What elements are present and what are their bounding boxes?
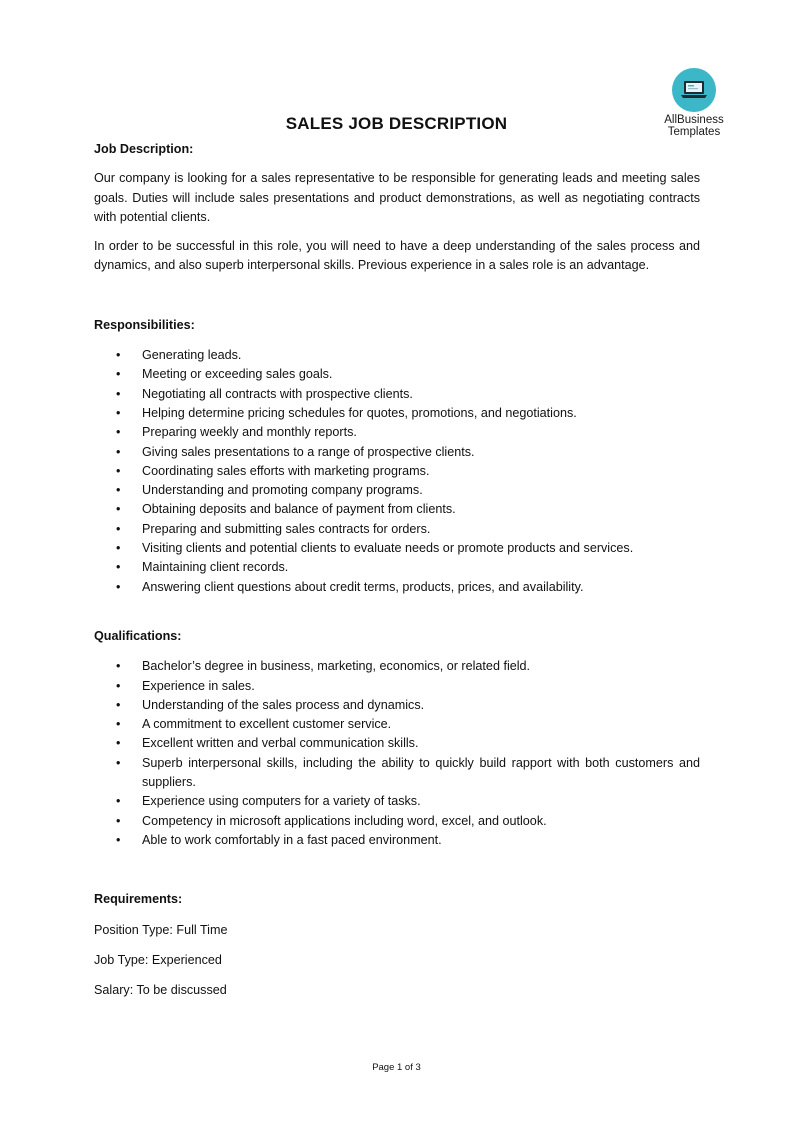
document-body (94, 140, 700, 1000)
list-item-text: A commitment to excellent customer service. (142, 717, 392, 732)
list-item-text: Negotiating all contracts with prospective clients. (142, 386, 413, 401)
logo-line-1: AllBusiness (664, 114, 724, 126)
bullet: • (116, 425, 121, 440)
list-item (94, 677, 700, 696)
bullet: • (116, 502, 121, 517)
bullet: • (116, 755, 121, 770)
page-number: Page 1 of 3 (372, 1062, 421, 1073)
list-item (94, 385, 700, 404)
list-item-text: Maintaining client records. (142, 560, 289, 575)
bullet: • (116, 405, 121, 420)
list-item (94, 812, 700, 831)
bullet: • (116, 483, 121, 498)
bullet: • (116, 736, 121, 751)
job-type: Job Type: Experienced (94, 952, 222, 967)
bullet: • (116, 367, 121, 382)
list-item (94, 578, 700, 597)
responsibilities-list (94, 346, 700, 597)
qualifications-list (94, 657, 700, 850)
bullet: • (116, 678, 121, 693)
list-item-text: Giving sales presentations to a range of prospective clients. (142, 444, 475, 459)
list-item (94, 346, 700, 365)
list-item-text: Understanding of the sales process and dynamics. (142, 697, 425, 712)
laptop-icon (672, 68, 716, 112)
list-item (94, 657, 700, 676)
list-item (94, 423, 700, 442)
bullet: • (116, 560, 121, 575)
list-item (94, 365, 700, 384)
list-item-text: Able to work comfortably in a fast paced environment. (142, 832, 442, 847)
qualifications-heading: Qualifications: (94, 628, 182, 643)
list-item-text: Bachelor’s degree in business, marketing, economics, or related field. (142, 659, 531, 674)
bullet: • (116, 444, 121, 459)
bullet: • (116, 579, 121, 594)
responsibilities-heading: Responsibilities: (94, 317, 195, 332)
job-description-heading: Job Description: (94, 142, 194, 156)
list-item (94, 481, 700, 500)
list-item (94, 754, 700, 793)
bullet: • (116, 521, 121, 536)
logo-line-2: Templates (667, 126, 721, 138)
bullet: • (116, 463, 121, 478)
list-item (94, 715, 700, 734)
list-item (94, 792, 700, 811)
list-item (94, 500, 700, 519)
list-item (94, 462, 700, 481)
list-item-text: Excellent written and verbal communication skills. (142, 736, 419, 751)
bullet: • (116, 541, 121, 556)
list-item-text: Understanding and promoting company programs. (142, 483, 423, 498)
bullet: • (116, 832, 121, 847)
list-item (94, 831, 700, 850)
bullet: • (116, 813, 121, 828)
job-description-paragraph: Our company is looking for a sales representative to be responsible for generating leads and meeting sales goals. Duties will include sales presentations and product demonstrations, as well as negotiating contracts with potential clients. (94, 171, 700, 224)
list-item-text: Experience using computers for a variety of tasks. (142, 794, 421, 809)
bullet: • (116, 697, 121, 712)
list-item-text: Generating leads. (142, 348, 242, 363)
list-item-text: Visiting clients and potential clients to evaluate needs or promote products and services. (142, 541, 634, 556)
list-item-text: Preparing and submitting sales contracts for orders. (142, 521, 431, 536)
list-item (94, 539, 700, 558)
list-item-text: Preparing weekly and monthly reports. (142, 425, 357, 440)
job-description-paragraph: In order to be successful in this role, you will need to have a deep understanding of the sales process and dynamics, and also superb interpersonal skills. Previous experience in a sales role is an advantage. (94, 239, 700, 273)
requirements-heading: Requirements: (94, 892, 183, 907)
salary: Salary: To be discussed (94, 983, 227, 998)
bullet: • (116, 348, 121, 363)
list-item (94, 520, 700, 539)
document-title: SALES JOB DESCRIPTION (285, 114, 508, 133)
list-item (94, 443, 700, 462)
list-item (94, 734, 700, 753)
list-item (94, 558, 700, 577)
bullet: • (116, 386, 121, 401)
bullet: • (116, 659, 121, 674)
list-item-text: Experience in sales. (142, 678, 255, 693)
list-item-text: Competency in microsoft applications including word, excel, and outlook. (142, 813, 547, 828)
list-item-text: Meeting or exceeding sales goals. (142, 367, 333, 382)
bullet: • (116, 717, 121, 732)
list-item-text: Helping determine pricing schedules for quotes, promotions, and negotiations. (142, 405, 577, 420)
list-item-text: Answering client questions about credit terms, products, prices, and availability. (142, 579, 584, 594)
bullet: • (116, 794, 121, 809)
list-item (94, 696, 700, 715)
list-item-text: Superb interpersonal skills, including the ability to quickly build rapport with both customers and suppliers. (142, 755, 700, 790)
list-item-text: Obtaining deposits and balance of payment from clients. (142, 502, 456, 517)
list-item (94, 404, 700, 423)
list-item-text: Coordinating sales efforts with marketing programs. (142, 463, 430, 478)
position-type: Position Type: Full Time (94, 922, 228, 937)
